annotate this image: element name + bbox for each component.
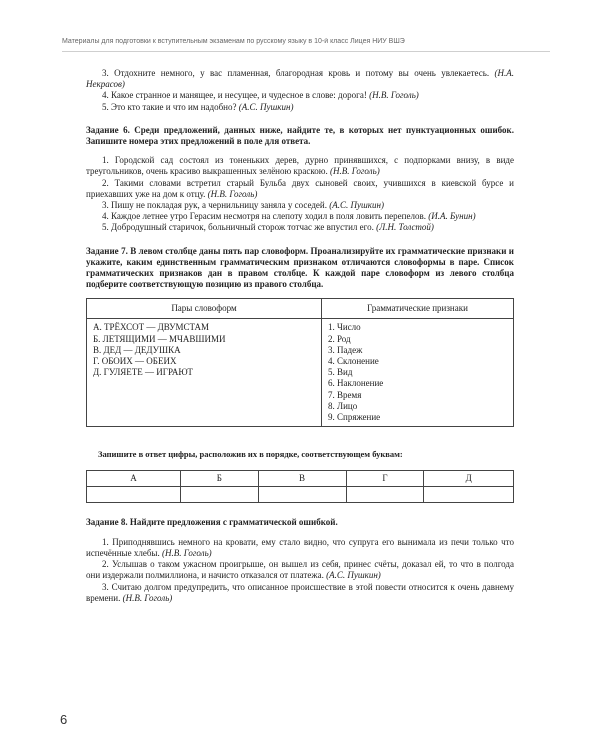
answer-letter-header: Б xyxy=(181,471,258,487)
answer-letter-header: Г xyxy=(346,471,424,487)
task-8-title: Задание 8. Найдите предложения с грамматической ошибкой. xyxy=(86,517,338,528)
pairs-column-header: Пары словоформ xyxy=(87,299,322,319)
task-6-item: 4. Каждое летнее утро Герасим несмотря на слепоту ходил в поля ловить перепелов. (И.А. Бунин) xyxy=(102,211,476,222)
header-divider xyxy=(62,51,550,52)
task-6-item: 5. Добродушный старичок, больничный сторож тотчас же впустил его. (Л.Н. Толстой) xyxy=(102,222,434,233)
word-pairs-table xyxy=(86,298,514,427)
grammar-feature: 5. Вид xyxy=(328,367,353,378)
pairs-cell xyxy=(87,319,322,427)
running-header: Материалы для подготовки к вступительным экзаменам по русскому языку в 10-й класс Лицея НИУ ВШЭ xyxy=(62,38,405,45)
task-8-item: 2. Услышав о таком ужасном проигрыше, он вышел из себя, принес счёты, доказал ей, то что в полгода они издержали полмиллиона, и начисто отказался от платежа. (А.С. Пушкин) xyxy=(86,559,514,581)
grammar-feature: 3. Падеж xyxy=(328,344,363,355)
answer-letter-header: Д xyxy=(424,471,514,487)
answer-grid xyxy=(86,470,514,503)
word-pair: А. ТРЁХСОТ — ДВУМСТАМ xyxy=(93,322,209,333)
features-column-header: Грамматические признаки xyxy=(322,299,514,319)
page-content xyxy=(86,68,514,604)
answer-cell[interactable] xyxy=(258,487,346,503)
answer-instruction: Запишите в ответ цифры, расположив их в порядке, соответствующем буквам: xyxy=(98,449,403,460)
top-item: 4. Какое странное и манящее, и несущее, и чудесное в слове: дорога! (Н.В. Гоголь) xyxy=(102,90,419,101)
task-7-title: Задание 7. В левом столбце даны пять пар словоформ. Проанализируйте их грамматические признаки и укажите, каким единственным грамматическим признаком отличаются словоформы в паре. Список грамматических признаков дан в правом столбце. К каждой паре словоформ из левого столбца подберите соответствующую позицию из правого столбца. xyxy=(86,245,514,290)
top-item: 5. Это кто такие и что им надобно? (А.С. Пушкин) xyxy=(102,101,294,112)
features-cell xyxy=(322,319,514,427)
page-number: 6 xyxy=(60,712,68,727)
answer-cell[interactable] xyxy=(424,487,514,503)
word-pair: Д. ГУЛЯЕТЕ — ИГРАЮТ xyxy=(93,367,193,378)
grammar-feature: 1. Число xyxy=(328,322,361,333)
task-8-item: 1. Приподнявшись немного на кровати, ему стало видно, что супруга его вынимала из печи только что испечённые хлебы. (Н.В. Гоголь) xyxy=(86,536,514,558)
grammar-feature: 6. Наклонение xyxy=(328,378,384,389)
word-pair: Б. ЛЕТЯЩИМИ — МЧАВШИМИ xyxy=(93,333,226,344)
task-6-item: 1. Городской сад состоял из тоненьких дерев, дурно принявшихся, с подпорками внизу, в виде треугольников, очень красиво выкрашенных зелёною краскою. (Н.В. Гоголь) xyxy=(86,155,514,177)
task-8-item: 3. Считаю долгом предупредить, что описанное происшествие в этой повести относится к очень давнему времени. (Н.В. Гоголь) xyxy=(86,581,514,603)
top-item: 3. Отдохните немного, у вас пламенная, благородная кровь и потому вы очень увлекаетесь. (Н.А. Некрасов) xyxy=(86,68,515,90)
grammar-feature: 9. Спряжение xyxy=(328,412,381,423)
word-pair: Г. ОБОИХ — ОБЕИХ xyxy=(93,356,177,367)
task-6-item: 3. Пишу не покладая рук, а чернильницу заняла у соседей. (А.С. Пушкин) xyxy=(102,200,384,211)
grammar-feature: 7. Время xyxy=(328,389,362,400)
task-6-title: Задание 6. Среди предложений, данных ниже, найдите те, в которых нет пунктуационных ошибок. Запишите номера этих предложений в поле для ответа. xyxy=(86,124,514,147)
answer-letter-header: В xyxy=(258,471,346,487)
answer-letter-header: А xyxy=(87,471,181,487)
answer-cell[interactable] xyxy=(346,487,424,503)
answer-cell[interactable] xyxy=(181,487,258,503)
answer-cell[interactable] xyxy=(87,487,181,503)
grammar-feature: 8. Лицо xyxy=(328,400,358,411)
grammar-feature: 4. Склонение xyxy=(328,356,379,367)
task-6-item: 2. Такими словами встретил старый Бульба двух сыновей своих, учившихся в киевской бурсе и приехавших уже на дом к отцу. (Н.В. Гоголь) xyxy=(86,177,514,199)
word-pair: В. ДЕД — ДЕДУШКА xyxy=(93,344,181,355)
grammar-feature: 2. Род xyxy=(328,333,351,344)
